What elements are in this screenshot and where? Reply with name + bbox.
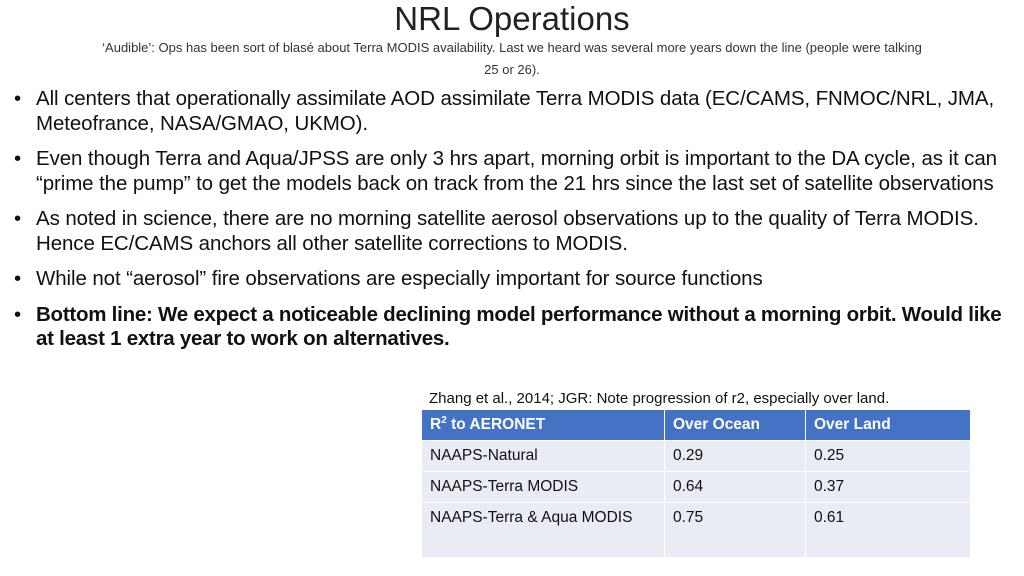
- row-land-cell: 0.37: [806, 472, 971, 503]
- bullet-item-fire: [14, 267, 1014, 292]
- bullet-text: Bottom line: We expect a noticeable declining model performance without a morning orbit. Would like at least 1 extra year to work on alternatives.: [36, 302, 1002, 350]
- bullet-dot-icon: •: [14, 267, 22, 290]
- slide-title: NRL Operations: [394, 0, 630, 37]
- row-name-cell: NAAPS-Natural: [422, 441, 665, 472]
- bullet-text: While not “aerosol” fire observations are especially important for source functions: [36, 267, 763, 290]
- table-row: [422, 441, 971, 472]
- header-r2-aeronet: [422, 410, 665, 441]
- bullet-dot-icon: •: [14, 207, 22, 230]
- header-r2-suffix: to AERONET: [446, 416, 546, 433]
- header-over-land: Over Land: [806, 410, 971, 441]
- bullet-item-morning-orbit: [14, 147, 1014, 196]
- bullet-text: As noted in science, there are no morning satellite aerosol observations up to the quality of Terra MODIS. Hence EC/CAMS anchors all other satellite corrections to MODIS.: [36, 207, 979, 255]
- table-header-row: [422, 410, 971, 441]
- row-name-cell: NAAPS-Terra MODIS: [422, 472, 665, 503]
- bullet-list: [14, 87, 1014, 363]
- bullet-item-centers: [14, 87, 1014, 136]
- row-name-cell: NAAPS-Terra & Aqua MODIS: [422, 503, 665, 558]
- table-row: [422, 472, 971, 503]
- bullet-dot-icon: •: [14, 147, 22, 170]
- bullet-text: All centers that operationally assimilate AOD assimilate Terra MODIS data (EC/CAMS, FNMOC/NRL, JMA, Meteofrance, NASA/GMAO, UKMO).: [36, 87, 995, 135]
- row-land-cell: 0.25: [806, 441, 971, 472]
- row-land-cell: 0.61: [806, 503, 971, 558]
- bullet-dot-icon: •: [14, 302, 21, 326]
- header-over-ocean: Over Ocean: [665, 410, 806, 441]
- header-r2-superscript: 2: [441, 414, 447, 426]
- r2-results-table: [421, 409, 971, 558]
- bullet-item-bottom-line: [14, 303, 1014, 352]
- row-ocean-cell: 0.75: [665, 503, 806, 558]
- table-caption: Zhang et al., 2014; JGR: Note progression of r2, especially over land.: [429, 390, 890, 407]
- row-ocean-cell: 0.29: [665, 441, 806, 472]
- row-ocean-cell: 0.64: [665, 472, 806, 503]
- slide-subtitle: ‘Audible’: Ops has been sort of blasé about Terra MODIS availability. Last we heard was several more years down the line (people were talking 25 or 26).: [102, 40, 922, 77]
- header-r2-prefix: R: [430, 416, 442, 433]
- bullet-item-science: [14, 207, 1014, 256]
- bullet-dot-icon: •: [14, 87, 22, 110]
- table-row: [422, 503, 971, 558]
- bullet-text: Even though Terra and Aqua/JPSS are only 3 hrs apart, morning orbit is important to the DA cycle, as it can “prime the pump” to get the models back on track from the 21 hrs since the last set of satellite observations: [36, 147, 997, 195]
